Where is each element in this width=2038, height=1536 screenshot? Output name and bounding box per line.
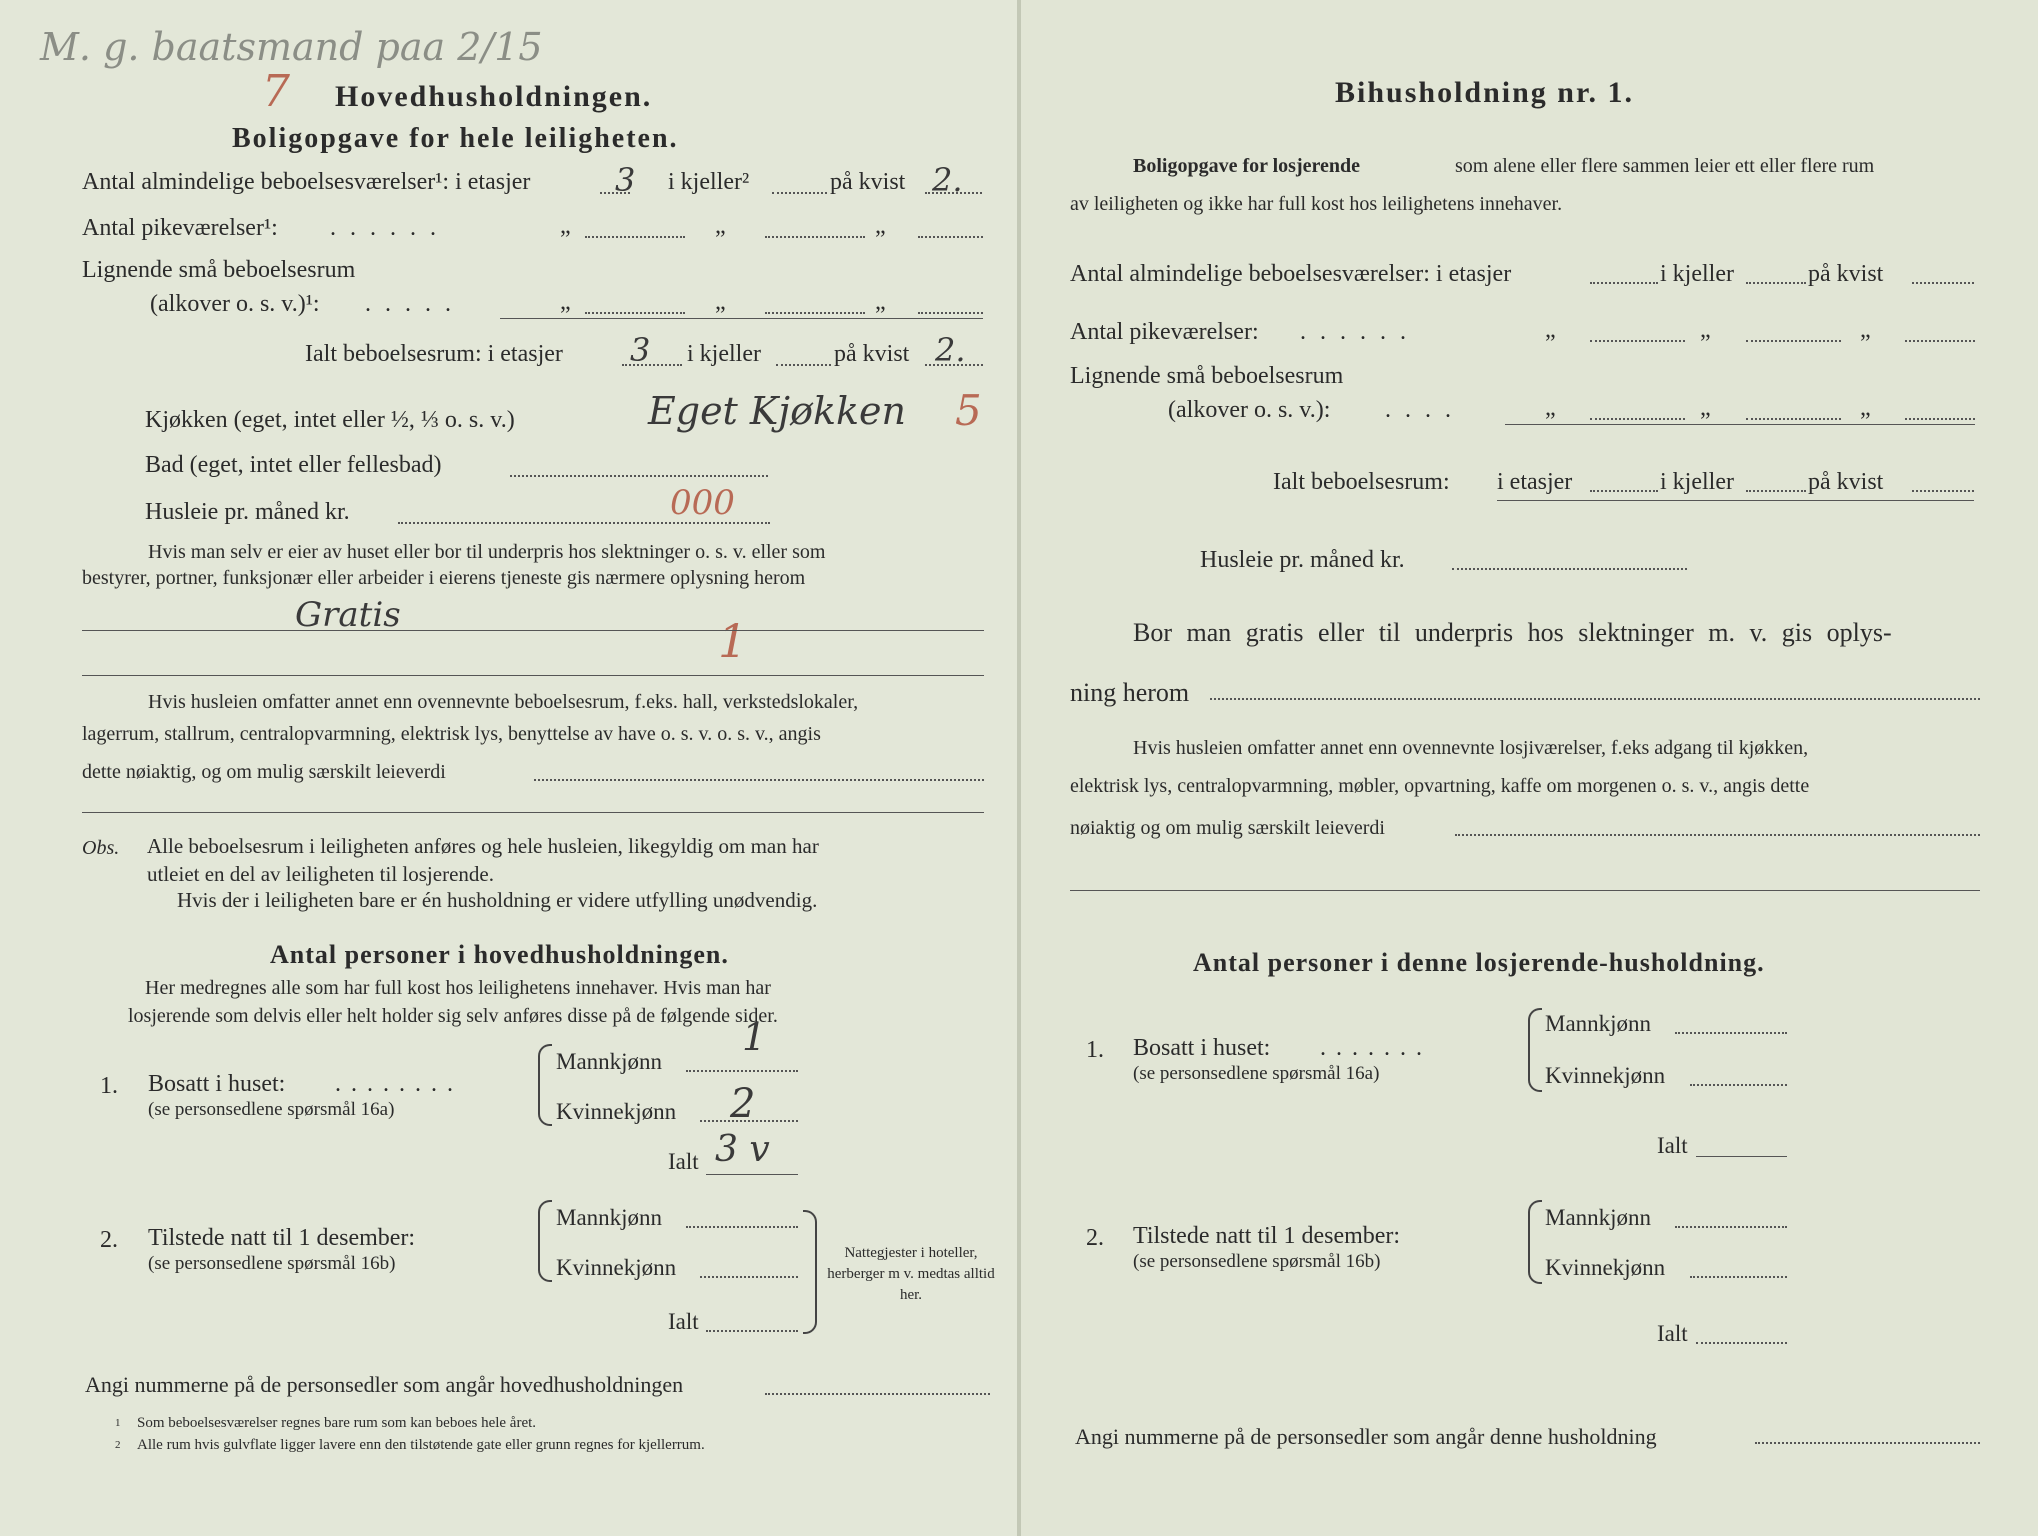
right-row2-ditto-2: „ <box>1700 317 1711 343</box>
row3-ditto-2: „ <box>715 289 726 315</box>
ialt-kvist-label: på kvist <box>834 341 910 367</box>
right-ialt-etasjer-label: i etasjer <box>1497 469 1573 495</box>
right-intro-bold: Boligopgave for losjerende <box>1133 155 1361 177</box>
persons-note-b: losjerende som delvis eller helt holder sig selv anføres disse på de følgende sider. <box>128 1005 778 1027</box>
ialt-kjeller-line <box>776 364 831 366</box>
row1-kjeller-label: i kjeller² <box>668 169 750 195</box>
ialt-kvist-value: 2. <box>935 331 966 369</box>
right-q2-kvinne-line <box>1690 1276 1787 1278</box>
left-q1-kvinne-label: Kvinnekjønn <box>556 1099 677 1124</box>
right-q1-mann-label: Mannkjønn <box>1545 1011 1652 1036</box>
number-note: 7 <box>262 66 290 117</box>
row1-kvist-value: 2. <box>932 161 963 199</box>
right-ialt-rule <box>1497 500 1974 501</box>
right-row2-line-2 <box>1746 340 1841 342</box>
kjokken-red-mark: 5 <box>955 386 982 435</box>
left-q2-kvinne-label: Kvinnekjønn <box>556 1255 677 1280</box>
right-ialt-kvist-line <box>1912 490 1974 492</box>
left-angi-line <box>765 1393 990 1395</box>
right-q2-number: 2. <box>1086 1225 1104 1251</box>
row3-line-3 <box>918 312 983 314</box>
right-row3-ditto-3: „ <box>1860 395 1871 421</box>
left-q2-sub: (se personsedlene spørsmål 16b) <box>148 1253 396 1274</box>
right-ialt-kjeller-label: i kjeller <box>1660 469 1734 495</box>
row2-line-3 <box>918 236 983 238</box>
left-q1-mann-value: 1 <box>742 1015 767 1059</box>
right-q1-ialt-label: Ialt <box>1657 1133 1688 1158</box>
row3-label-a: Lignende små beboelsesrum <box>82 257 356 283</box>
right-row1-kvist-line <box>1912 282 1974 284</box>
left-angi-label: Angi nummerne på de personsedler som angår hovedhusholdningen <box>85 1372 684 1397</box>
left-q1-sub: (se personsedlene spørsmål 16a) <box>148 1099 395 1120</box>
left-q1-mann-label: Mannkjønn <box>556 1049 663 1074</box>
left-q1-leader: ........ <box>335 1071 463 1097</box>
right-angi-line <box>1755 1442 1980 1444</box>
footnote1-mark: 1 <box>115 1417 121 1429</box>
right-q2-sub: (se personsedlene spørsmål 16b) <box>1133 1251 1381 1272</box>
left-q2-mann-line <box>686 1226 798 1228</box>
row2-line-2 <box>765 236 865 238</box>
row1-kjeller-line <box>772 192 827 194</box>
right-note-b: elektrisk lys, centralopvarmning, møbler, opvartning, kaffe om morgenen o. s. v., angis dette <box>1070 775 1810 797</box>
left-q2-ialt-label: Ialt <box>668 1309 699 1334</box>
right-gratis-a: Bor man gratis eller til underpris hos slektninger m. v. gis oplys- <box>1133 618 1892 647</box>
note2-line-b: lagerrum, stallrum, centralopvarmning, elektrisk lys, benyttelse av have o. s. v. o. s. v., angis <box>82 723 821 745</box>
right-q1-leader: ....... <box>1320 1035 1432 1061</box>
left-q1-number: 1. <box>100 1073 118 1099</box>
row2-label: Antal pikeværelser¹: <box>82 215 278 241</box>
right-ialt-kjeller-line <box>1746 490 1806 492</box>
right-row3-line-2 <box>1746 418 1841 420</box>
left-q2-kvinne-line <box>700 1276 798 1278</box>
note1-line-b: bestyrer, portner, funksjonær eller arbeider i eierens tjeneste gis nærmere oplysning herom <box>82 567 806 589</box>
bad-label: Bad (eget, intet eller fellesbad) <box>145 452 442 478</box>
right-row3-label-b: (alkover o. s. v.): <box>1168 397 1331 423</box>
right-row1-etasjer-line <box>1590 282 1658 284</box>
right-q1-mann-line <box>1675 1032 1787 1034</box>
right-gratis-line <box>1210 698 1980 700</box>
right-ialt-label: Ialt beboelsesrum: <box>1273 469 1450 495</box>
left-q1-mann-line <box>686 1070 798 1072</box>
row1-etasjer-value: 3 <box>615 161 636 199</box>
right-q1-kvinne-line <box>1690 1084 1787 1086</box>
right-ialt-etasjer-line <box>1590 490 1658 492</box>
right-q2-mann-line <box>1675 1226 1787 1228</box>
right-row2-ditto-3: „ <box>1860 317 1871 343</box>
right-row2-line-1 <box>1590 340 1685 342</box>
right-q2-ialt-line <box>1696 1342 1787 1344</box>
row2-ditto-3: „ <box>875 213 886 239</box>
left-q2-note <box>826 1243 996 1306</box>
right-q1-sub: (se personsedlene spørsmål 16a) <box>1133 1063 1380 1084</box>
right-q1-label: Bosatt i huset: <box>1133 1035 1271 1061</box>
left-q2-mann-label: Mannkjønn <box>556 1205 663 1230</box>
kjokken-value: Eget Kjøkken <box>648 389 906 433</box>
note2-rule <box>82 812 984 813</box>
right-note-a: Hvis husleien omfatter annet enn ovennevnte losjiværelser, f.eks adgang til kjøkken, <box>1133 737 1809 759</box>
right-row3-sum-rule <box>1505 424 1975 425</box>
right-intro-a: som alene eller flere sammen leier ett eller flere rum <box>1455 155 1875 177</box>
left-persons-title: Antal personer i hovedhusholdningen. <box>270 940 729 969</box>
right-note-c: nøiaktig og om mulig særskilt leieverdi <box>1070 817 1385 839</box>
row3-label-b: (alkover o. s. v.)¹: <box>150 291 320 317</box>
right-note-line <box>1455 834 1980 836</box>
husleie-label: Husleie pr. måned kr. <box>145 499 350 525</box>
ialt-label: Ialt beboelsesrum: i etasjer <box>305 341 563 367</box>
obs-line-a: Alle beboelsesrum i leiligheten anføres og hele husleien, likegyldig om man har <box>147 834 819 858</box>
row3-line-2 <box>765 312 865 314</box>
left-q1-brace <box>538 1044 552 1126</box>
obs-line-b: utleiet en del av leiligheten til losjerende. <box>147 862 494 886</box>
left-q1-kvinne-value: 2 <box>730 1081 756 1127</box>
right-q1-ialt-line <box>1696 1156 1787 1157</box>
row2-line-1 <box>585 236 685 238</box>
obs-line-c: Hvis der i leiligheten bare er én husholdning er videre utfylling unødvendig. <box>177 888 818 912</box>
left-q2-right-brace <box>803 1210 817 1334</box>
right-row3-leader: .... <box>1385 397 1465 423</box>
right-note-rule <box>1070 890 1980 891</box>
right-angi-label: Angi nummerne på de personsedler som angår denne husholdning <box>1075 1424 1657 1449</box>
right-row2-ditto-1: „ <box>1545 317 1556 343</box>
row2-ditto-2: „ <box>715 213 726 239</box>
right-row1-kvist-label: på kvist <box>1808 261 1884 287</box>
left-q2-number: 2. <box>100 1227 118 1253</box>
right-page <box>1019 0 2038 1536</box>
right-intro-b: av leiligheten og ikke har full kost hos leilighetens innehaver. <box>1070 193 1563 215</box>
note1-rule-1 <box>82 630 984 631</box>
footnote-1: Som beboelsesværelser regnes bare rum som kan beboes hele året. <box>137 1415 537 1431</box>
right-row2-line-3 <box>1905 340 1975 342</box>
row3-ditto-3: „ <box>875 289 886 315</box>
footnote-2: Alle rum hvis gulvflate ligger lavere enn den tilstøtende gate eller grunn regnes for kjellerrum. <box>137 1437 705 1453</box>
right-row2-label: Antal pikeværelser: <box>1070 319 1259 345</box>
left-q1-label: Bosatt i huset: <box>148 1071 286 1097</box>
left-q1-ialt-label: Ialt <box>668 1149 699 1174</box>
right-q1-number: 1. <box>1086 1037 1104 1063</box>
right-row2-leader: ...... <box>1300 319 1420 345</box>
right-row3-ditto-2: „ <box>1700 395 1711 421</box>
left-q2-brace <box>538 1200 552 1282</box>
note2-line-a: Hvis husleien omfatter annet enn ovennevnte beboelsesrum, f.eks. hall, verkstedslokaler, <box>148 691 859 713</box>
right-row3-line-3 <box>1905 418 1975 420</box>
row3-sum-rule <box>500 318 983 319</box>
obs-label: Obs. <box>82 837 120 859</box>
right-title: Bihusholdning nr. 1. <box>1335 76 1635 109</box>
note2-line-c: dette nøiaktig, og om mulig særskilt leieverdi <box>82 761 446 783</box>
left-subtitle: Boligopgave for hele leiligheten. <box>232 123 679 154</box>
row2-leader: ...... <box>330 215 450 241</box>
row3-leader: ..... <box>365 291 465 317</box>
right-ialt-kvist-label: på kvist <box>1808 469 1884 495</box>
row1-kvist-label: på kvist <box>830 169 906 195</box>
note1-mark: 1 <box>718 614 748 668</box>
left-q2-note-a: Nattegjester i hoteller, herberger m v. <box>827 1245 978 1282</box>
kjokken-label: Kjøkken (eget, intet eller ½, ⅓ o. s. v.) <box>145 407 515 433</box>
note1-rule-2 <box>82 675 984 676</box>
right-row1-label: Antal almindelige beboelsesværelser: i etasjer <box>1070 261 1512 287</box>
row2-ditto-1: „ <box>560 213 571 239</box>
right-q2-kvinne-label: Kvinnekjønn <box>1545 1255 1666 1280</box>
right-persons-title: Antal personer i denne losjerende-husholdning. <box>1193 948 1765 977</box>
left-q1-ialt-value: 3 v <box>715 1129 770 1170</box>
right-husleie-label: Husleie pr. måned kr. <box>1200 547 1405 573</box>
left-q2-label: Tilstede natt til 1 desember: <box>148 1225 416 1251</box>
right-gratis-b: ning herom <box>1070 678 1190 707</box>
right-row3-ditto-1: „ <box>1545 395 1556 421</box>
bad-line <box>510 475 768 477</box>
left-q2-note-b: medtas alltid her. <box>899 1266 995 1303</box>
right-row1-kjeller-label: i kjeller <box>1660 261 1734 287</box>
page-fold <box>1017 0 1021 1536</box>
right-q2-label: Tilstede natt til 1 desember: <box>1133 1223 1401 1249</box>
note2-line <box>534 779 984 781</box>
right-q2-mann-label: Mannkjønn <box>1545 1205 1652 1230</box>
right-q2-ialt-label: Ialt <box>1657 1321 1688 1346</box>
left-q1-ialt-line <box>706 1174 798 1175</box>
left-title: Hovedhusholdningen. <box>335 80 653 113</box>
row3-ditto-1: „ <box>560 289 571 315</box>
ialt-etasjer-value: 3 <box>630 331 651 369</box>
right-husleie-line <box>1452 568 1687 570</box>
row1-label: Antal almindelige beboelsesværelser¹: i etasjer <box>82 169 531 195</box>
left-q2-ialt-line <box>706 1330 798 1332</box>
right-q1-brace <box>1528 1008 1542 1092</box>
husleie-value: 000 <box>670 483 735 523</box>
row3-line-1 <box>585 312 685 314</box>
right-row3-label-a: Lignende små beboelsesrum <box>1070 363 1344 389</box>
footnote2-mark: 2 <box>115 1439 121 1451</box>
right-row3-line-1 <box>1590 418 1685 420</box>
note1-value: Gratis <box>295 595 401 635</box>
ialt-kjeller-label: i kjeller <box>687 341 761 367</box>
right-q1-kvinne-label: Kvinnekjønn <box>1545 1063 1666 1088</box>
right-q2-brace <box>1528 1200 1542 1284</box>
note1-line-a: Hvis man selv er eier av huset eller bor til underpris hos slektninger o. s. v. eller som <box>148 541 826 563</box>
persons-note-a: Her medregnes alle som har full kost hos leilighetens innehaver. Hvis man har <box>145 977 771 999</box>
right-row1-kjeller-line <box>1746 282 1806 284</box>
margin-note: M. g. baatsmand paa 2/15 <box>40 25 543 69</box>
